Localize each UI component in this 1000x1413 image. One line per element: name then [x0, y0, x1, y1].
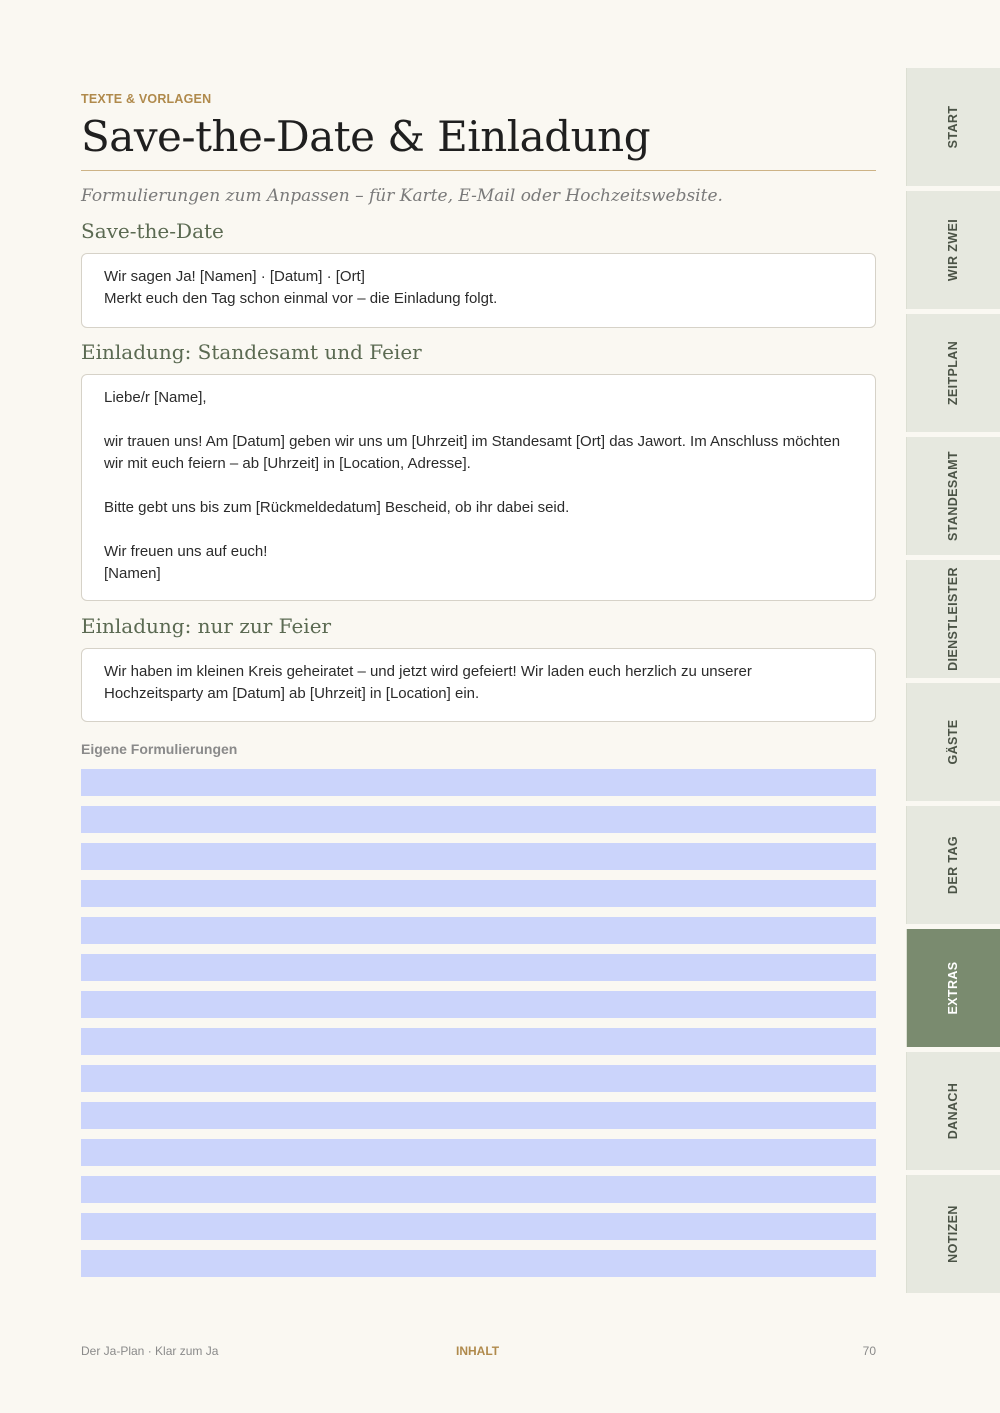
- tab-label: DIENSTLEISTER: [946, 567, 960, 671]
- template-paragraph: [Namen]: [104, 565, 161, 582]
- notes-label: Eigene Formulierungen: [81, 741, 238, 757]
- template-paragraph: Wir haben im kleinen Kreis geheiratet – und jetzt wird gefeiert! Wir laden euch herzlich zu unserer Hochzeitsparty am [Datum] ab [Uhrzeit] in [Location] ein.: [104, 663, 752, 702]
- tab-danach[interactable]: [906, 1052, 1000, 1170]
- template-paragraph: Wir freuen uns auf euch!: [104, 543, 268, 560]
- note-line[interactable]: [81, 843, 876, 870]
- note-line[interactable]: [81, 1028, 876, 1055]
- note-line[interactable]: [81, 806, 876, 833]
- note-line[interactable]: [81, 1139, 876, 1166]
- template-box-invitation-full: [81, 374, 876, 601]
- title-divider: [81, 170, 876, 171]
- tab-dienstleister[interactable]: [906, 560, 1000, 678]
- template-line: Wir sagen Ja! [Namen] · [Datum] · [Ort]: [104, 268, 365, 285]
- tab-label: DER TAG: [946, 835, 960, 895]
- note-line[interactable]: [81, 769, 876, 796]
- template-paragraph: Bitte gebt uns bis zum [Rückmeldedatum] Bescheid, ob ihr dabei seid.: [104, 499, 570, 516]
- note-line[interactable]: [81, 917, 876, 944]
- tab-label: DANACH: [946, 1082, 960, 1140]
- template-paragraph: wir trauen uns! Am [Datum] geben wir uns um [Uhrzeit] im Standesamt [Ort] das Jawort. Im Anschluss möchten wir mit euch feiern – ab [Uhrzeit] in [Location, Adresse].: [104, 433, 841, 472]
- tab-label: EXTRAS: [946, 961, 960, 1015]
- tab-label: STANDESAMT: [946, 451, 960, 541]
- page-subtitle: Formulierungen zum Anpassen – für Karte, E-Mail oder Hochzeitswebsite.: [81, 186, 723, 206]
- tab-notizen[interactable]: [906, 1175, 1000, 1293]
- tab-der-tag[interactable]: [906, 806, 1000, 924]
- note-line[interactable]: [81, 991, 876, 1018]
- note-line[interactable]: [81, 1065, 876, 1092]
- section-title-invitation-party: Einladung: nur zur Feier: [81, 614, 332, 638]
- note-line[interactable]: [81, 1250, 876, 1277]
- note-line[interactable]: [81, 1102, 876, 1129]
- tab-sidebar: [906, 68, 1000, 1298]
- note-line[interactable]: [81, 880, 876, 907]
- tab-standesamt[interactable]: [906, 437, 1000, 555]
- tab-label: START: [946, 105, 960, 149]
- footer-book-title: Der Ja-Plan · Klar zum Ja: [81, 1344, 219, 1358]
- tab-extras[interactable]: [906, 929, 1000, 1047]
- page-title: Save-the-Date & Einladung: [81, 112, 651, 161]
- tab-start[interactable]: [906, 68, 1000, 186]
- template-paragraph: Liebe/r [Name],: [104, 389, 207, 406]
- eyebrow-label: TEXTE & VORLAGEN: [81, 92, 212, 106]
- tab-label: GÄSTE: [946, 719, 960, 765]
- note-line[interactable]: [81, 1176, 876, 1203]
- tab-label: WIR ZWEI: [946, 218, 960, 282]
- tab-zeitplan[interactable]: [906, 314, 1000, 432]
- tab-label: NOTIZEN: [946, 1205, 960, 1263]
- tab-wir-zwei[interactable]: [906, 191, 1000, 309]
- template-box-invitation-party: [81, 648, 876, 722]
- notes-lines: [81, 769, 876, 1287]
- tab-gäste[interactable]: [906, 683, 1000, 801]
- note-line[interactable]: [81, 1213, 876, 1240]
- tab-label: ZEITPLAN: [946, 340, 960, 406]
- section-title-invitation-full: Einladung: Standesamt und Feier: [81, 340, 422, 364]
- note-line[interactable]: [81, 954, 876, 981]
- template-line: Merkt euch den Tag schon einmal vor – die Einladung folgt.: [104, 290, 498, 307]
- page-number: 70: [862, 1344, 876, 1358]
- section-title-save-the-date: Save-the-Date: [81, 219, 224, 243]
- footer-contents-link[interactable]: INHALT: [456, 1344, 500, 1358]
- template-box-save-the-date: [81, 253, 876, 328]
